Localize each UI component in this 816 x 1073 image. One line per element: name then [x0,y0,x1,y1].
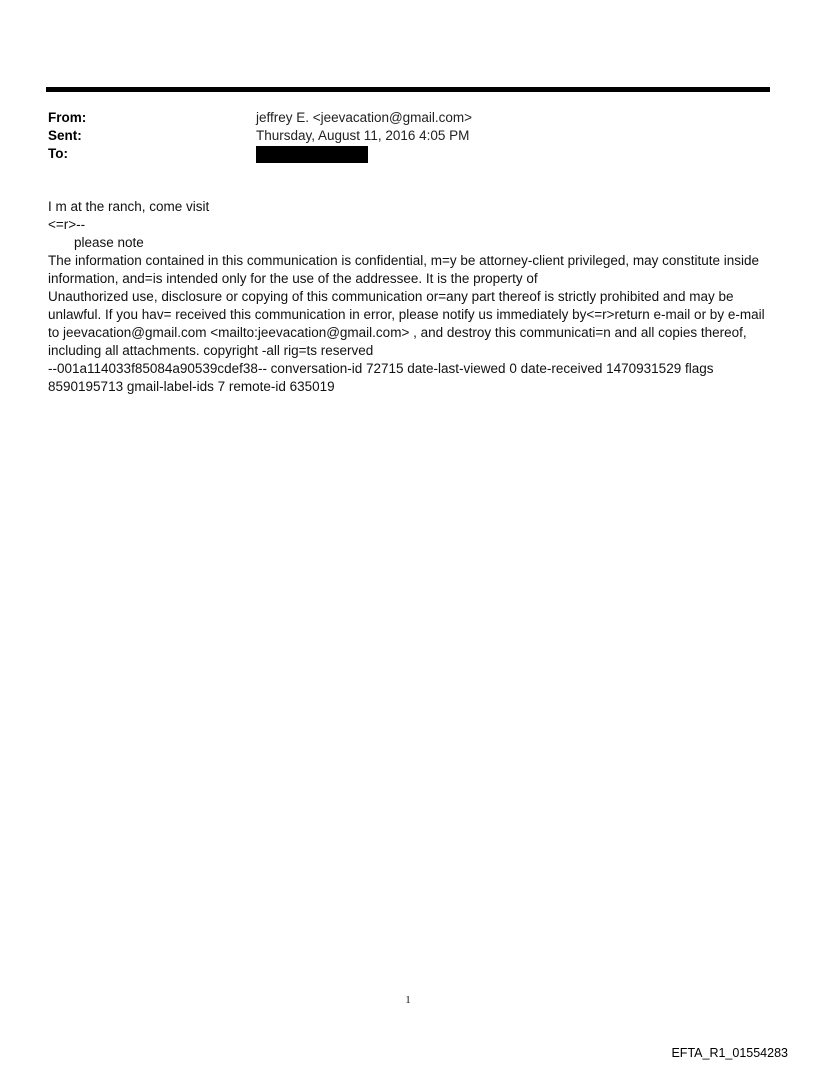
document-id: EFTA_R1_01554283 [671,1046,788,1060]
header-divider [46,87,770,92]
unauthorized-use-paragraph: Unauthorized use, disclosure or copying of this communication or=any part thereof is strictly prohibited and may be unlawful. If you hav= received this communication in error, please notify us immediately by<=r>return e-mail or by e-mail to jeevacation@gmail.com <mailto:jeevacation@gmail.com> , and destroy this communicati=n and all copies thereof, including all attachments. copyright -all rig=ts reserved [48,289,765,358]
from-label: From: [48,110,87,125]
metadata-line: --001a114033f85084a90539cdef38-- conversation-id 72715 date-last-viewed 0 date-received 1470931529 flags 8590195713 gmail-label-ids 7 remote-id 635019 [48,361,714,394]
sent-row [48,127,768,145]
note-heading: please note [74,235,144,250]
greeting-line: I m at the ranch, come visit [48,199,210,214]
email-header [48,109,768,163]
to-row [48,145,768,163]
sent-label: Sent: [48,128,82,143]
reply-marker: <=r>-- [48,217,86,232]
confidentiality-paragraph: The information contained in this communication is confidential, m=y be attorney-client privileged, may constitute inside information, and=is intended only for the use of the addressee. It is the property of [48,253,759,286]
page-number: 1 [405,994,411,1006]
email-body [48,198,768,396]
from-row [48,109,768,127]
from-value: jeffrey E. <jeevacation@gmail.com> [256,110,473,125]
sent-value: Thursday, August 11, 2016 4:05 PM [256,128,470,143]
redaction-box [256,146,368,163]
to-label: To: [48,146,68,161]
